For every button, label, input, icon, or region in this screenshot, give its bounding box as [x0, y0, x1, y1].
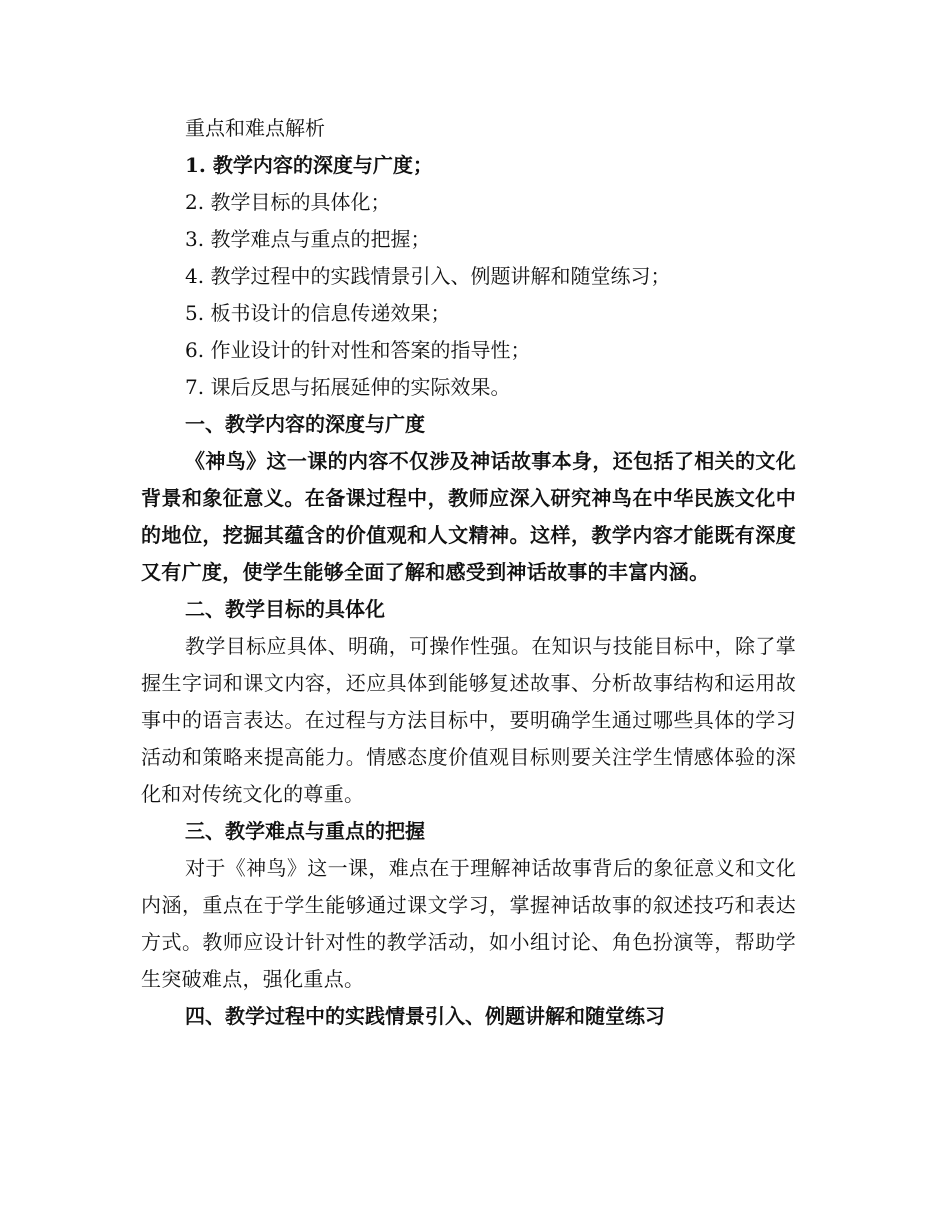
section-body-1: 《神鸟》这一课的内容不仅涉及神话故事本身，还包括了相关的文化背景和象征意义。在备课过程中，教师应深入研究神鸟在中华民族文化中的地位，挖掘其蕴含的价值观和人文精神。这样，教学内容才能既有深度又有广度，使学生能够全面了解和感受到神话故事的丰富内涵。 [141, 449, 796, 584]
section-title-2: 二、教学目标的具体化 [185, 597, 385, 621]
list-item-1: 1. 教学内容的深度与广度； [185, 153, 433, 177]
section-title-1: 一、教学内容的深度与广度 [185, 412, 425, 436]
doc-heading: 重点和难点解析 [185, 116, 325, 140]
list-item-7: 7. 课后反思与拓展延伸的实际效果。 [185, 375, 511, 399]
list-item-6: 6. 作业设计的针对性和答案的指导性； [185, 338, 531, 362]
list-item-3: 3. 教学难点与重点的把握； [185, 227, 431, 251]
section-body-2: 教学目标应具体、明确，可操作性强。在知识与技能目标中，除了掌握生字词和课文内容，还应具体到能够复述故事、分析故事结构和运用故事中的语言表达。在过程与方法目标中，要明确学生通过哪些具体的学习活动和策略来提高能力。情感态度价值观目标则要关注学生情感体验的深化和对传统文化的尊重。 [141, 634, 796, 806]
section-body-3: 对于《神鸟》这一课，难点在于理解神话故事背后的象征意义和文化内涵，重点在于学生能够通过课文学习，掌握神话故事的叙述技巧和表达方式。教师应设计针对性的教学活动，如小组讨论、角色扮演等，帮助学生突破难点，强化重点。 [141, 856, 796, 991]
list-item-2: 2. 教学目标的具体化； [185, 190, 391, 214]
list-item-5: 5. 板书设计的信息传递效果； [185, 301, 451, 325]
section-title-3: 三、教学难点与重点的把握 [185, 819, 425, 843]
list-item-4: 4. 教学过程中的实践情景引入、例题讲解和随堂练习； [185, 264, 671, 288]
section-title-4: 四、教学过程中的实践情景引入、例题讲解和随堂练习 [185, 1004, 665, 1028]
document-content [141, 110, 796, 1035]
